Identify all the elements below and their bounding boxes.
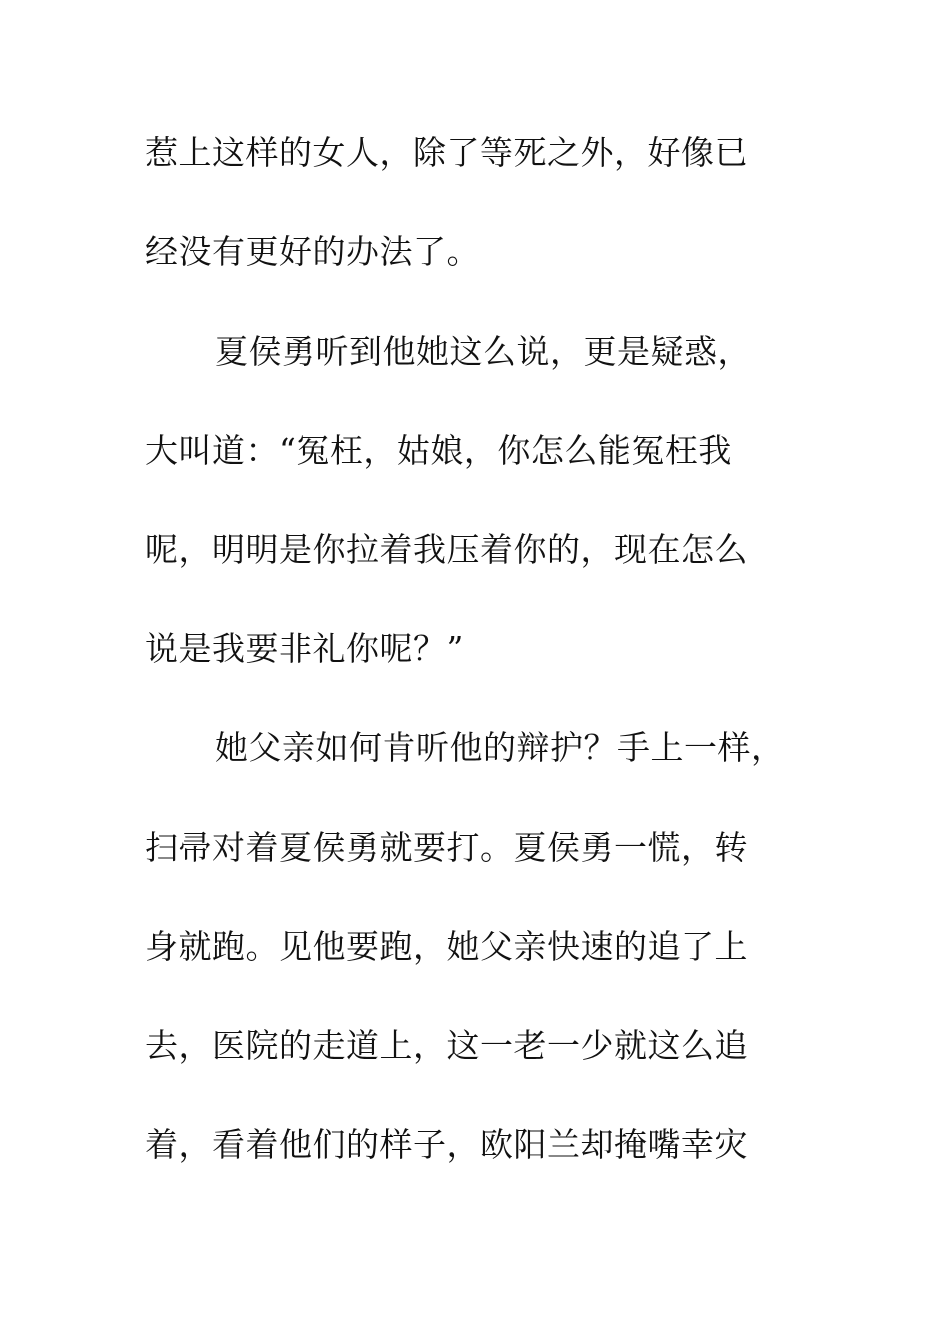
text-line-11: 着，看着他们的样子，欧阳兰却掩嘴幸灾 (145, 1125, 748, 1164)
text-line-6: 说是我要非礼你呢？” (145, 629, 464, 668)
text-line-2: 经没有更好的办法了。 (145, 232, 480, 271)
text-line-3: 夏侯勇听到他她这么说，更是疑惑， (215, 332, 751, 371)
text-line-7: 她父亲如何肯听他的辩护？手上一样， (215, 728, 785, 767)
text-line-9: 身就跑。见他要跑，她父亲快速的追了上 (145, 927, 748, 966)
text-line-1: 惹上这样的女人，除了等死之外，好像已 (145, 133, 748, 172)
text-line-8: 扫帚对着夏侯勇就要打。夏侯勇一慌，转 (145, 828, 748, 867)
text-line-4: 大叫道：“冤枉，姑娘，你怎么能冤枉我 (145, 431, 732, 470)
text-line-10: 去，医院的走道上，这一老一少就这么追 (145, 1026, 748, 1065)
text-line-5: 呢，明明是你拉着我压着你的，现在怎么 (145, 530, 748, 569)
